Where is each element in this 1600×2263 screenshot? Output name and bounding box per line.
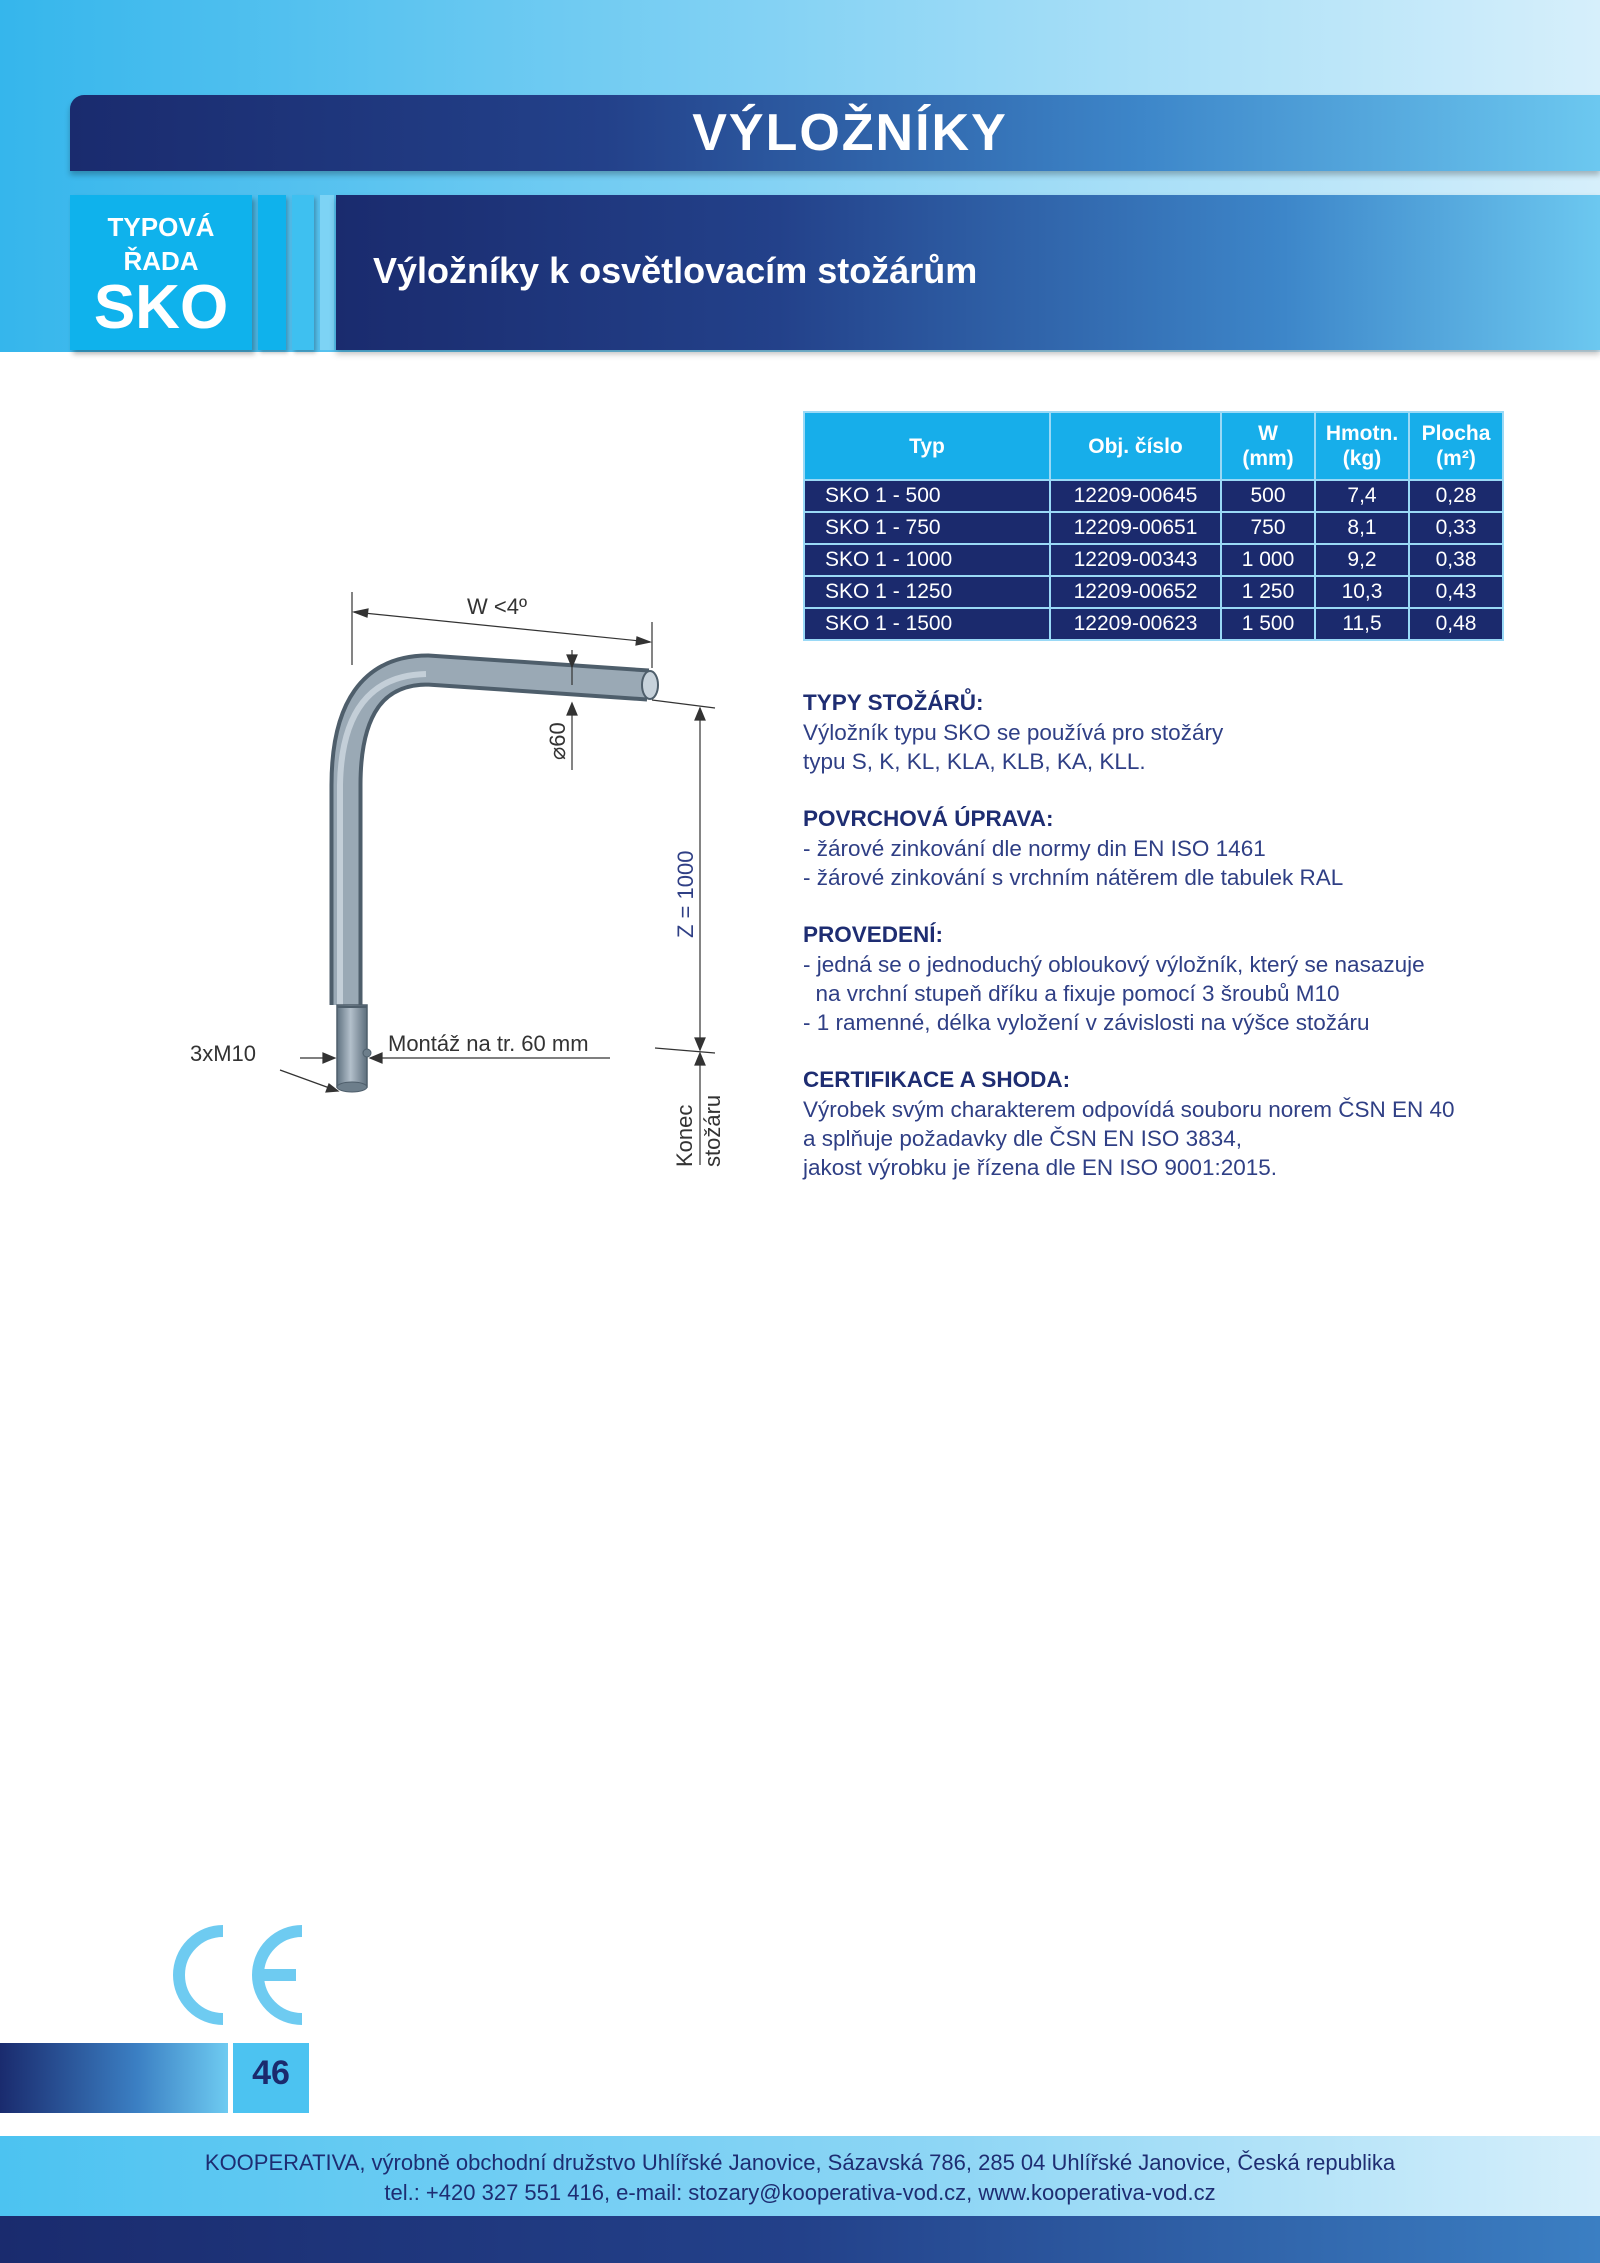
col-weight: Hmotn. (kg) xyxy=(1315,412,1409,480)
col-obj: Obj. číslo xyxy=(1050,412,1221,480)
cell-obj: 12209-00652 xyxy=(1050,576,1221,608)
cert-line1: Výrobek svým charakterem odpovídá souboru norem ČSN EN 40 xyxy=(803,1097,1455,1122)
design-line1: - jedná se o jednoduchý obloukový výložník, který se nasazuje xyxy=(803,952,1425,977)
width-label: W <4º xyxy=(467,594,527,619)
z-label: Z = 1000 xyxy=(673,850,698,938)
table-row xyxy=(804,544,1503,576)
cell-typ: SKO 1 - 500 xyxy=(804,480,1050,512)
footer-company: KOOPERATIVA, výrobně obchodní družstvo Uhlířské Janovice, Sázavská 786, 285 04 Uhlířské Janovice, Česká republika xyxy=(204,2150,1396,2175)
cell-w: 750 xyxy=(1221,512,1315,544)
cell-w: 1 000 xyxy=(1221,544,1315,576)
bolts-label: 3xM10 xyxy=(190,1041,257,1066)
col-typ: Typ xyxy=(804,412,1050,480)
page-title: VÝLOŽNÍKY xyxy=(692,104,1008,162)
page-number-band xyxy=(0,2043,228,2113)
cell-m2: 0,38 xyxy=(1409,544,1503,576)
cert-line2: a splňuje požadavky dle ČSN EN ISO 3834, xyxy=(803,1126,1242,1151)
cell-m2: 0,48 xyxy=(1409,608,1503,640)
cell-m2: 0,33 xyxy=(1409,512,1503,544)
pole-end-label-line1: Konec xyxy=(672,1104,697,1167)
spec-table xyxy=(803,411,1504,641)
col-w: W (mm) xyxy=(1221,412,1315,480)
series-code: SKO xyxy=(93,273,229,342)
cell-w: 500 xyxy=(1221,480,1315,512)
design-line2: na vrchní stupeň dříku a fixuje pomocí 3 šroubů M10 xyxy=(803,981,1340,1006)
series-label-line2: ŘADA xyxy=(123,246,199,276)
cell-obj: 12209-00645 xyxy=(1050,480,1221,512)
cell-typ: SKO 1 - 750 xyxy=(804,512,1050,544)
series-label-line1: TYPOVÁ xyxy=(107,212,215,242)
cert-heading: CERTIFIKACE A SHODA: xyxy=(803,1067,1071,1092)
cell-w: 1 250 xyxy=(1221,576,1315,608)
types-line2: typu S, K, KL, KLA, KLB, KA, KLL. xyxy=(803,749,1146,774)
decor-stripe xyxy=(320,195,334,350)
surface-line2: - žárové zinkování s vrchním nátěrem dle tabulek RAL xyxy=(803,865,1344,890)
cell-kg: 8,1 xyxy=(1315,512,1409,544)
table-row xyxy=(804,480,1503,512)
table-header-row xyxy=(804,412,1503,480)
cell-typ: SKO 1 - 1250 xyxy=(804,576,1050,608)
cell-w: 1 500 xyxy=(1221,608,1315,640)
surface-heading: POVRCHOVÁ ÚPRAVA: xyxy=(803,806,1054,831)
footer-bottom-bar xyxy=(0,2216,1600,2263)
decor-stripe xyxy=(292,195,314,350)
cell-kg: 11,5 xyxy=(1315,608,1409,640)
cell-m2: 0,43 xyxy=(1409,576,1503,608)
page-subtitle: Výložníky k osvětlovacím stožárům xyxy=(373,250,978,291)
design-heading: PROVEDENÍ: xyxy=(803,922,944,947)
cert-line3: jakost výrobku je řízena dle EN ISO 9001:2015. xyxy=(803,1155,1278,1180)
diameter-label: ⌀60 xyxy=(545,722,570,760)
cell-typ: SKO 1 - 1000 xyxy=(804,544,1050,576)
mount-annotation xyxy=(280,1053,610,1092)
bracket-drawing xyxy=(160,570,760,1190)
design-line3: - 1 ramenné, délka vyložení v závislosti na výšce stožáru xyxy=(803,1010,1370,1035)
cell-obj: 12209-00651 xyxy=(1050,512,1221,544)
cell-kg: 10,3 xyxy=(1315,576,1409,608)
table-row xyxy=(804,608,1503,640)
ce-mark-icon xyxy=(168,1925,308,2025)
mount-label: Montáž na tr. 60 mm xyxy=(388,1031,589,1056)
bracket-pipe xyxy=(337,670,658,1092)
cell-kg: 9,2 xyxy=(1315,544,1409,576)
cell-typ: SKO 1 - 1500 xyxy=(804,608,1050,640)
cell-obj: 12209-00343 xyxy=(1050,544,1221,576)
types-line1: Výložník typu SKO se používá pro stožáry xyxy=(803,720,1224,745)
types-heading: TYPY STOŽÁRŮ: xyxy=(803,690,984,715)
col-area: Plocha (m²) xyxy=(1409,412,1503,480)
table-row xyxy=(804,576,1503,608)
pole-end-label-line2: stožáru xyxy=(700,1094,725,1167)
decor-stripe xyxy=(258,195,286,350)
cell-m2: 0,28 xyxy=(1409,480,1503,512)
table-row xyxy=(804,512,1503,544)
footer-contact: tel.: +420 327 551 416, e-mail: stozary@kooperativa-vod.cz, www.kooperativa-vod.cz xyxy=(384,2180,1216,2205)
page-number: 46 xyxy=(252,2054,290,2092)
surface-line1: - žárové zinkování dle normy din EN ISO 1461 xyxy=(803,836,1266,861)
cell-kg: 7,4 xyxy=(1315,480,1409,512)
cell-obj: 12209-00623 xyxy=(1050,608,1221,640)
